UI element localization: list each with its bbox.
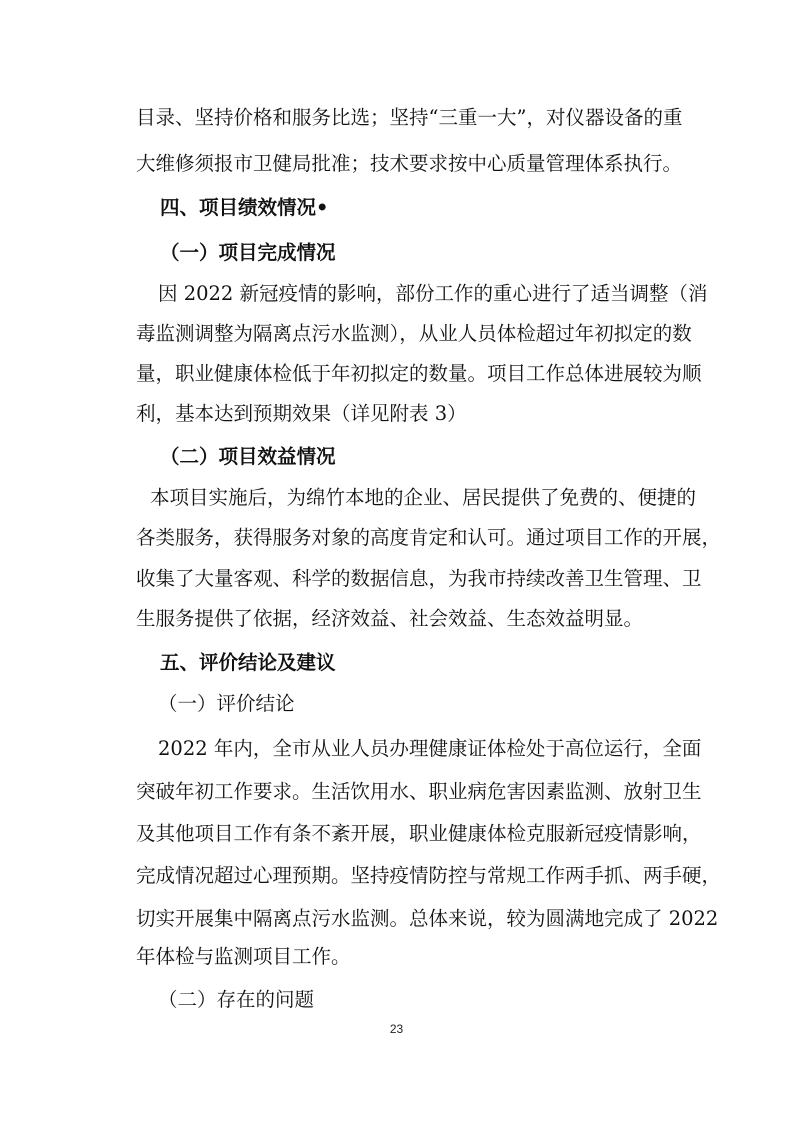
body-line: 目录、坚持价格和服务比选；坚持“三重一大”，对仪器设备的重 <box>136 106 683 129</box>
subsection-label: （一）评价结论 <box>158 692 295 715</box>
body-line: 2022 年内，全市从业人员办理健康证体检处于高位运行，全面 <box>158 737 702 760</box>
body-line: 利，基本达到预期效果（详见附表 3） <box>136 402 467 425</box>
body-line: 突破年初工作要求。生活饮用水、职业病危害因素监测、放射卫生 <box>136 780 702 803</box>
body-line: 收集了大量客观、科学的数据信息，为我市持续改善卫生管理、卫 <box>136 567 702 590</box>
body-line: 量，职业健康体检低于年初拟定的数量。项目工作总体进展较为顺 <box>136 362 702 385</box>
body-line: 完成情况超过心理预期。坚持疫情防控与常规工作两手抓、两手硬， <box>136 864 722 887</box>
subsection-label: （二）存在的问题 <box>158 988 315 1011</box>
subsection-heading: （一）项目完成情况 <box>160 241 336 264</box>
page-number: 23 <box>389 1022 404 1036</box>
body-line: 年体检与监测项目工作。 <box>136 945 351 968</box>
body-line: 切实开展集中隔离点污水监测。总体来说，较为圆满地完成了 2022 <box>136 907 719 930</box>
body-line: 大维修须报市卫健局批准；技术要求按中心质量管理体系执行。 <box>136 152 683 175</box>
section-heading: 五、评价结论及建议 <box>160 651 336 674</box>
body-line: 及其他项目工作有条不紊开展，职业健康体检克服新冠疫情影响， <box>136 822 702 845</box>
subsection-heading: （二）项目效益情况 <box>160 445 336 468</box>
body-line: 各类服务，获得服务对象的高度肯定和认可。通过项目工作的开展， <box>136 526 722 549</box>
body-line: 本项目实施后，为绵竹本地的企业、居民提供了免费的、便捷的 <box>150 486 697 509</box>
section-heading: 四、项目绩效情况• <box>160 196 329 219</box>
body-line: 生服务提供了依据，经济效益、社会效益、生态效益明显。 <box>136 607 644 630</box>
body-line: 毒监测调整为隔离点污水监测），从业人员体检超过年初拟定的数 <box>136 322 692 345</box>
body-line: 因 2022 新冠疫情的影响，部份工作的重心进行了适当调整（消 <box>158 282 708 305</box>
